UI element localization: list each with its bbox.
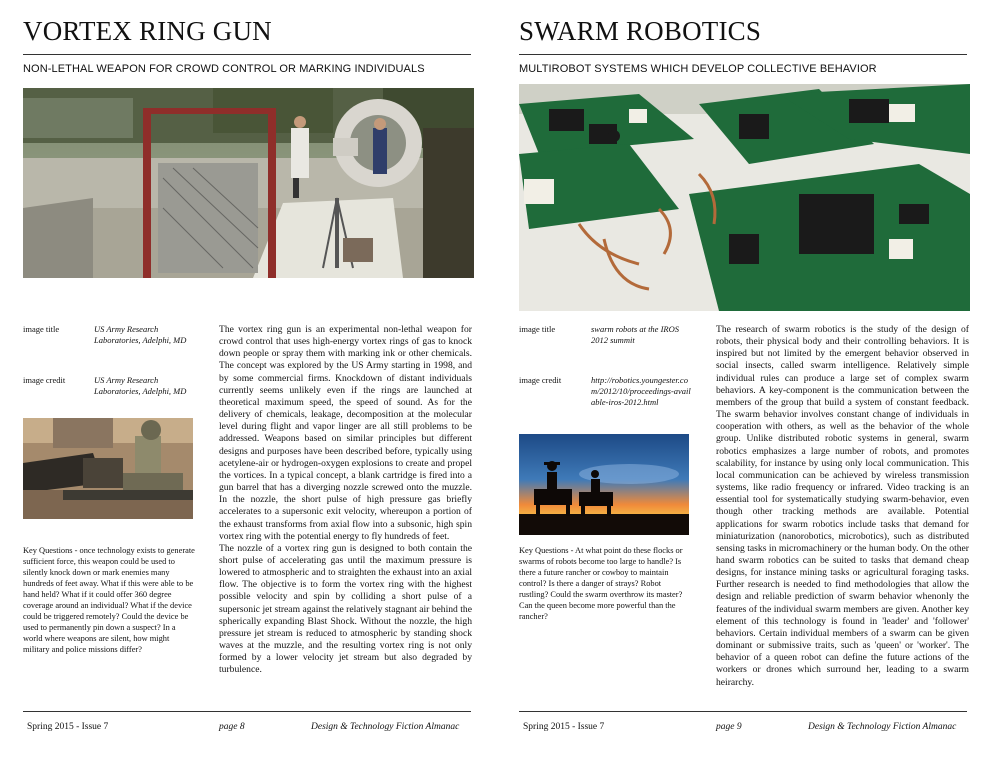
footer-issue: Spring 2015 - Issue 7: [523, 722, 605, 732]
caption-label-credit: image credit: [23, 375, 66, 385]
caption-label-credit: image credit: [519, 375, 562, 385]
page-subtitle: NON-LETHAL WEAPON FOR CROWD CONTROL OR MARKING INDIVIDUALS: [23, 63, 425, 75]
caption-label-title: image title: [23, 324, 60, 334]
vortex-gun-photo: [23, 88, 474, 278]
footer-divider: [23, 711, 471, 712]
article-paragraph: The vortex ring gun is an experimental non-lethal weapon for crowd control that uses high-energy vortex rings of gas to knock down people or spray them with marking ink or other chemicals. The concept was explored by the US Army starting in 1998, and by some commercial firms. Knockdown of distant individuals currently seems unlikely even if the rings are launched at theoretical maximum speed, the speed of sound. As for the delivery of chemicals, leakage, decomposition at the molecular level during flight and vapor linger are all still problems to be addressed. Weapons based on similar principles but different designs and purposes have been described before, typically using acetylene-air or hydrogen-oxygen explosions to create and propel the vortices. In a typical concept, a blank cartridge is fired into a gun barrel that has a diverging nozzle screwed onto the muzzle. In the nozzle, the short pulse of high pressure gas briefly accelerates to a supersonic exit velocity, whereupon a portion of the exhaust transforms from axial flow into a subsonic, high spin vortex ring with the potential energy to fly hundreds of feet.: [219, 324, 472, 542]
caption-label-title: image title: [519, 324, 556, 334]
soldier-photo: [23, 418, 193, 519]
article-body: [219, 324, 472, 677]
page-title: VORTEX RING GUN: [23, 16, 272, 46]
caption-value-title: US Army Research Laboratories, Adelphi, MD: [94, 324, 187, 345]
footer-divider: [519, 711, 967, 712]
footer-page-number: page 8: [219, 722, 245, 732]
footer-page-number: page 9: [716, 722, 742, 732]
footer-publication: Design & Technology Fiction Almanac: [311, 722, 460, 732]
caption-value-credit: US Army Research Laboratories, Adelphi, MD: [94, 375, 187, 396]
footer-publication: Design & Technology Fiction Almanac: [808, 722, 957, 732]
article-paragraph: The research of swarm robotics is the study of the design of robots, their physical body and their controlling behaviors. It is inspired but not limited by the emergent behavior observed in social insects, called swarm intelligence. Relatively simple individual rules can produce a large set of complex swarm behaviors. A key-component is the communication between the members of the group that build a system of constant feedback. The swarm behavior involves constant change of individuals in cooperation with others, as well as the behavior of the whole group. Unlike distributed robotic systems in general, swarm robotics emphasizes a large number of robots, and promotes scalability, for instance by using only local communication. This local communication can be achieved by wireless transmission systems, like radio frequency or infrared. Video tracking is an essential tool for systematically studying swarm-behavior, even though other tracking methods are available. Potential applications for swarm robotics include tasks that demand for miniaturization (nanorobotics, microbotics), such as distributed sensing tasks in micromachinery or the human body. On the other hand swarm robotics can be suited to tasks that demand cheap designs, for instance mining tasks or agricultural foraging tasks. Further research is needed to find methodologies that allow the design and reliable prediction of swarm behavior whenonly the features of the individual swarm members are given. Another key element of this technology is found in 'leader' and 'follower' behaviors. Certain individual members of a swarm can be given dominant or submissive traits, such as 'queen' or 'worker'. The behavior of a queen robot can define the future actions of the workers or drones which surround her, leading to a swarm heirarchy.: [716, 324, 969, 688]
page-subtitle: MULTIROBOT SYSTEMS WHICH DEVELOP COLLECTIVE BEHAVIOR: [519, 63, 877, 75]
article-paragraph: The nozzle of a vortex ring gun is designed to both contain the short pulse of accelerating gas until the maximum pressure is lowered to atmospheric and to straighten the exhaust into an axial flow. The objective is to form the vortex ring with the highest possible velocity and spin by colliding a short pulse of a supersonic jet stream against the relatively stagnant air behind the spherically expanding Blast Shock. Without the nozzle, the high pressure jet stream is reduced to atmospheric by standing shock waves at the muzzle, and the resulting vortex ring is not only formed by a lower velocity jet stream but also degraded by turbulence.: [219, 542, 472, 676]
key-questions: Key Questions - once technology exists to generate sufficient force, this weapon could be used to silently knock down or mark enemies many hundreds of feet away. What if this were able to be hand held? What if it could offer 360 degree coverage around an individual? What if the device could be triggered remotely? Could the device be used to permanently pin down a suspect? In a world where weapons are silent, how might military and police missions differ?: [23, 546, 195, 654]
swarm-robots-photo: [519, 84, 970, 311]
title-divider: [519, 54, 967, 55]
cowboy-sunset-photo: [519, 434, 689, 535]
footer-issue: Spring 2015 - Issue 7: [27, 722, 109, 732]
caption-value-credit: http://robotics.youngester.com/2012/10/proceedings-available-iros-2012.html: [591, 375, 691, 407]
caption-value-title: swarm robots at the IROS 2012 summit: [591, 324, 679, 345]
article-body: [716, 324, 969, 689]
title-divider: [23, 54, 471, 55]
page-title: SWARM ROBOTICS: [519, 16, 762, 46]
key-questions: Key Questions - At what point do these flocks or swarms of robots become too large to handle? Is there a future rancher or cowboy to maintain control? Is there a danger of strays? Robot rustling? Could the swarm overthrow its master? Can the queen become more powerful than the rancher?: [519, 546, 683, 621]
